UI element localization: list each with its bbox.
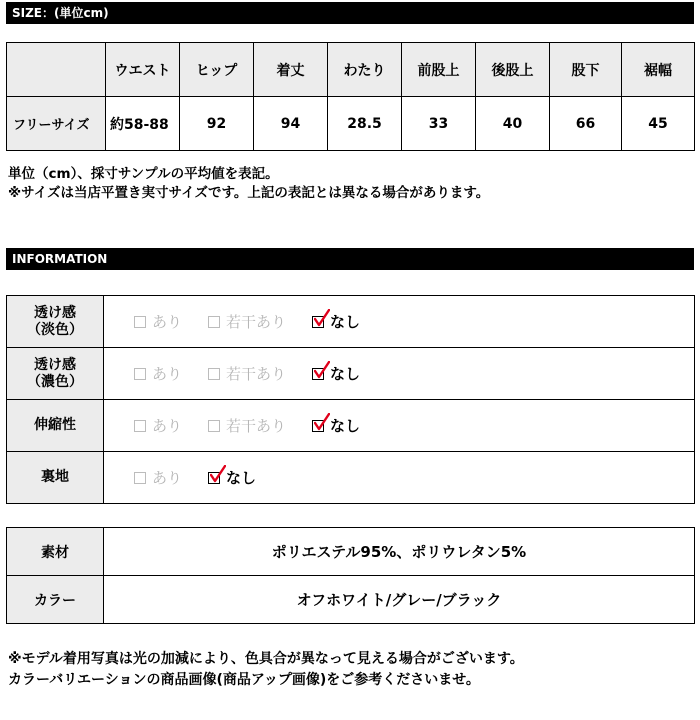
information-row [7,400,695,452]
information-option-label: なし [226,469,257,487]
information-option-label: あり [152,313,183,331]
information-option [208,415,286,436]
size-note-line: ※サイズは当店平置き実寸サイズです。上記の表記とは異なる場合があります。 [8,185,490,201]
information-label-subline: （淡色） [27,321,83,338]
size-table-header-row [7,43,695,97]
size-section-header: SIZE：(単位cm) [6,2,694,24]
size-notes [8,165,489,203]
check-mark-icon [314,413,330,431]
information-row [7,348,695,400]
footer-notes [8,649,524,691]
information-label [7,452,104,504]
information-option-label: 若干あり [226,313,287,331]
size-cell: 約58-88 [106,97,180,151]
size-col-header: 前股上 [402,43,476,97]
checkbox-empty-icon [134,472,146,484]
information-option [134,415,182,436]
size-cell: 94 [254,97,328,151]
size-col-header: 裾幅 [622,43,695,97]
size-col-header: ウエスト [106,43,180,97]
information-label [7,348,104,400]
checkbox-checked-icon [208,472,220,484]
color-label: カラー [7,576,104,624]
checkbox-empty-icon [134,316,146,328]
information-option [312,415,360,436]
size-col-header: 股下 [550,43,622,97]
information-option-label: なし [330,365,361,383]
size-table-corner [7,43,106,97]
checkbox-checked-icon [312,368,324,380]
information-option [208,363,286,384]
color-value: オフホワイト/グレー/ブラック [104,576,695,624]
size-cell: 28.5 [328,97,402,151]
information-option-label: 若干あり [226,417,287,435]
size-cell: 33 [402,97,476,151]
size-table [6,42,695,151]
information-label-line: 伸縮性 [34,417,76,433]
size-col-header: ヒップ [180,43,254,97]
information-option [312,311,360,332]
information-row [7,452,695,504]
size-row-label: フリーサイズ [7,97,106,151]
information-table [6,295,695,504]
information-option-label: あり [152,417,183,435]
information-option [312,363,360,384]
footer-note-line: カラーバリエーションの商品画像(商品アップ画像)をご参考くださいませ。 [8,672,480,688]
color-row [7,576,695,624]
size-note-line: 単位（cm）、採寸サンプルの平均値を表記。 [8,166,279,182]
information-option-label: あり [152,365,183,383]
size-cell: 66 [550,97,622,151]
information-options [104,400,695,452]
information-label [7,400,104,452]
information-option [134,311,182,332]
checkbox-empty-icon [208,368,220,380]
information-options [104,296,695,348]
checkbox-empty-icon [134,420,146,432]
information-label-line: 透け感 [34,356,76,373]
size-cell: 45 [622,97,695,151]
check-mark-icon [314,361,330,379]
information-option [208,311,286,332]
checkbox-empty-icon [208,420,220,432]
size-table-row [7,97,695,151]
check-mark-icon [314,309,330,327]
size-col-header: 着丈 [254,43,328,97]
size-cell: 40 [476,97,550,151]
information-option-label: 若干あり [226,365,287,383]
information-label-subline: （濃色） [27,373,83,390]
checkbox-empty-icon [208,316,220,328]
information-options [104,452,695,504]
information-option-label: あり [152,469,183,487]
size-cell: 92 [180,97,254,151]
information-option-label: なし [330,313,361,331]
information-row [7,296,695,348]
information-label-line: 裏地 [41,469,69,485]
information-option [208,467,256,488]
information-label [7,296,104,348]
checkbox-empty-icon [134,368,146,380]
information-option-label: なし [330,417,361,435]
size-col-header: 後股上 [476,43,550,97]
information-option [134,467,182,488]
information-options [104,348,695,400]
material-row [7,528,695,576]
footer-note-line: ※モデル着用写真は光の加減により、色具合が異なって見える場合がございます。 [8,651,524,667]
size-col-header: わたり [328,43,402,97]
information-label-line: 透け感 [34,304,76,321]
material-table [6,527,695,624]
information-option [134,363,182,384]
material-value: ポリエステル95%、ポリウレタン5% [104,528,695,576]
information-section-header: INFORMATION [6,248,694,270]
material-label: 素材 [7,528,104,576]
check-mark-icon [210,465,226,483]
checkbox-checked-icon [312,316,324,328]
checkbox-checked-icon [312,420,324,432]
